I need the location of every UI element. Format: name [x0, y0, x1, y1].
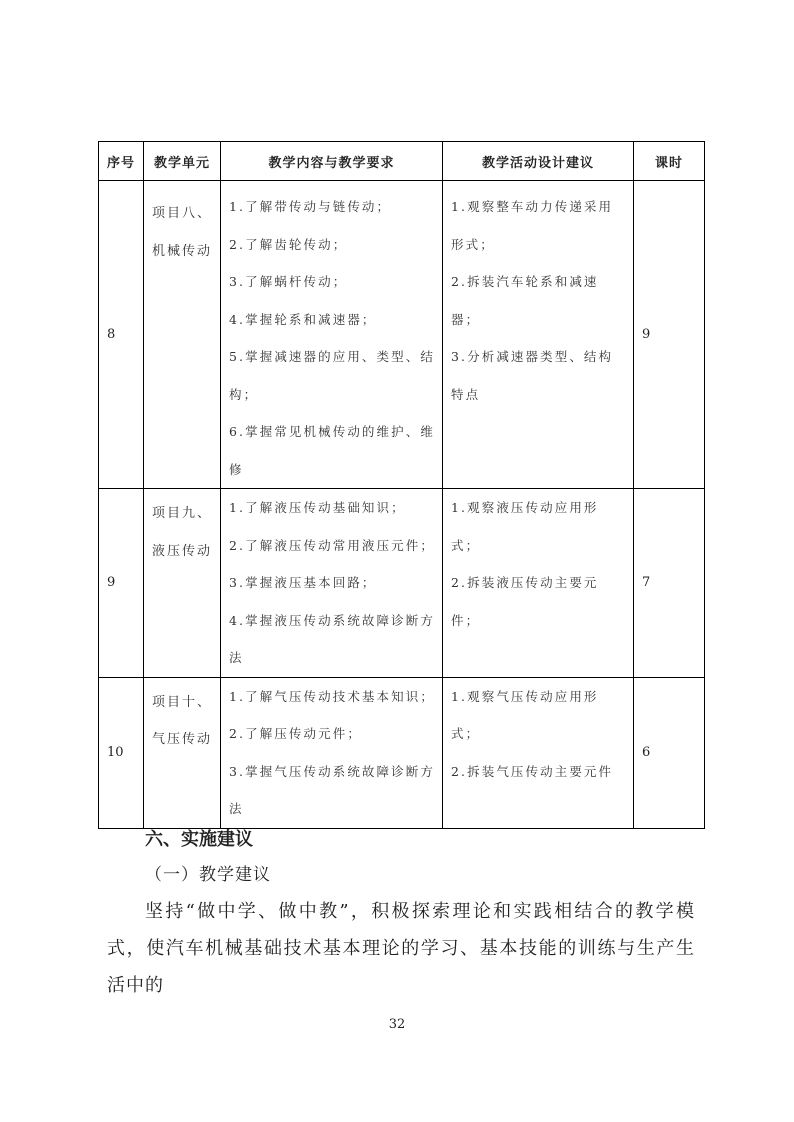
content-item: 4.掌握轮系和减速器；	[229, 311, 377, 327]
activity-item: 1.观察整车动力传递采用形式；	[451, 199, 614, 252]
unit-cell	[144, 677, 221, 828]
hours-cell: 7	[634, 489, 705, 678]
content-item: 6.掌握常见机械传动的维护、维修	[229, 424, 435, 477]
content-item: 3.掌握液压基本回路；	[229, 575, 377, 590]
content-item: 4.掌握液压传动系统故障诊断方法	[229, 612, 435, 665]
table-row	[99, 181, 705, 489]
unit-line: 项目九、	[152, 506, 213, 521]
content-item: 5.掌握减速器的应用、类型、结构；	[229, 349, 435, 402]
body-paragraph: 坚持“做中学、做中教”，积极探索理论和实践相结合的教学模式，使汽车机械基础技术基本理论的学习、基本技能的训练与生产生活中的	[107, 901, 695, 996]
unit-cell	[144, 181, 221, 489]
content-item: 1.了解带传动与链传动；	[229, 199, 392, 214]
content-cell	[221, 677, 443, 828]
activities-cell	[443, 489, 634, 678]
page-number: 32	[388, 1017, 406, 1032]
row-number: 10	[99, 677, 144, 828]
unit-line: 项目八、	[152, 206, 213, 221]
unit-line: 机械传动	[152, 243, 213, 259]
content-item: 1.了解液压传动基础知识；	[229, 500, 406, 515]
content-item: 2.了解齿轮传动；	[229, 236, 348, 252]
activities-cell	[443, 677, 634, 828]
curriculum-table	[98, 141, 705, 829]
subsection-heading: （一）教学建议	[145, 865, 271, 885]
table-header-row	[99, 142, 705, 181]
hours-cell: 9	[634, 181, 705, 489]
content-item: 2.了解液压传动常用液压元件；	[229, 537, 435, 553]
row-number: 8	[99, 181, 144, 489]
header-hours: 课时	[634, 142, 705, 181]
row-number: 9	[99, 489, 144, 678]
section-heading: 六、实施建议	[145, 829, 253, 850]
activity-item: 2.拆装汽车轮系和减速器；	[451, 274, 599, 327]
content-cell	[221, 181, 443, 489]
header-unit: 教学单元	[144, 142, 221, 181]
content-item: 3.掌握气压传动系统故障诊断方法	[229, 763, 435, 816]
content-item: 2.了解压传动元件；	[229, 726, 362, 741]
content-item: 3.了解蜗杆传动；	[229, 274, 348, 289]
unit-cell	[144, 489, 221, 678]
activity-item: 3.分析减速器类型、结构特点	[451, 349, 614, 402]
unit-line: 液压传动	[152, 543, 213, 559]
header-activities: 教学活动设计建议	[443, 142, 634, 181]
header-no: 序号	[99, 142, 144, 181]
header-content: 教学内容与教学要求	[221, 142, 443, 181]
unit-line: 项目十、	[152, 694, 213, 710]
table-row	[99, 489, 705, 678]
activity-item: 2.拆装气压传动主要元件	[451, 763, 614, 779]
table-row	[99, 677, 705, 828]
content-item: 1.了解气压传动技术基本知识；	[229, 688, 435, 704]
activity-item: 1.观察气压传动应用形式；	[451, 688, 599, 741]
activities-cell	[443, 181, 634, 489]
unit-line: 气压传动	[152, 732, 213, 747]
activity-item: 2.拆装液压传动主要元件；	[451, 575, 599, 628]
activity-item: 1.观察液压传动应用形式；	[451, 500, 599, 553]
hours-cell: 6	[634, 677, 705, 828]
content-cell	[221, 489, 443, 678]
